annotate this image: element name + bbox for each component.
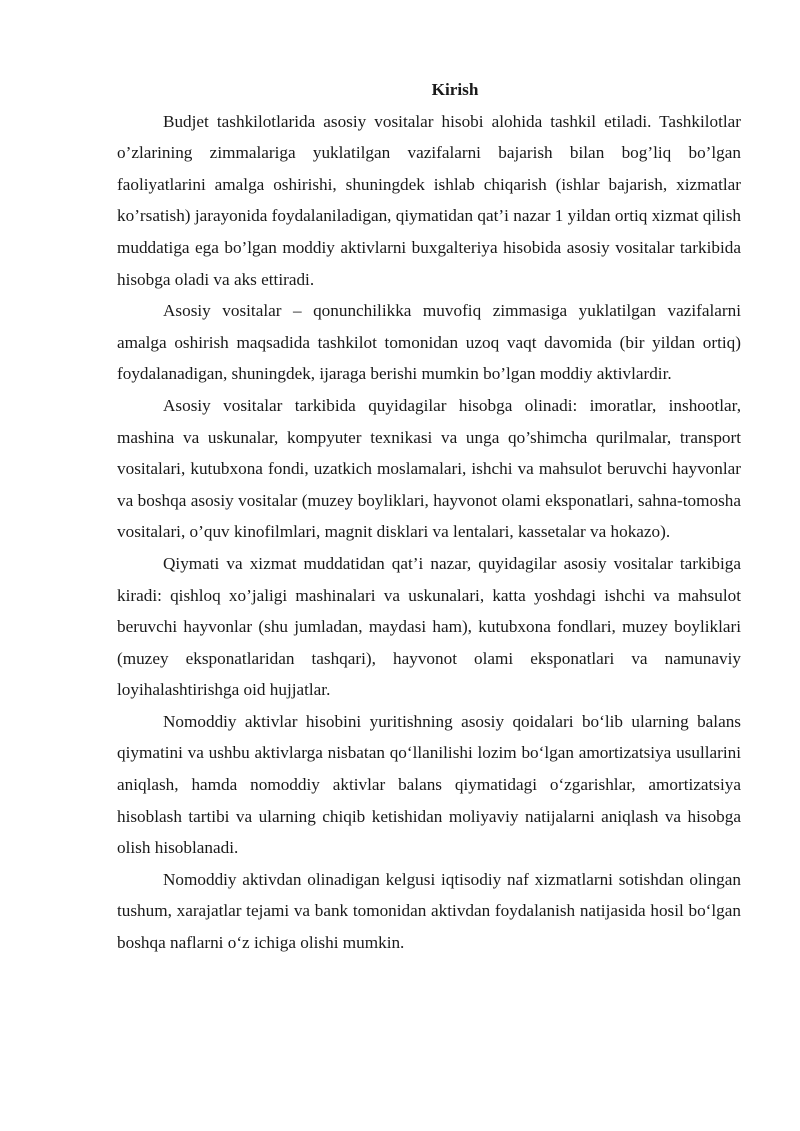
paragraph-1: Budjet tashkilotlarida asosiy vositalar hisobi alohida tashkil etiladi. Tashkilotlar o’zlarining zimmalariga yuklatilgan vazifalarni bajarish bilan bog’liq bo’lgan faoliyatlarini amalga oshirishi, shuningdek ishlab chiqarish (ishlar bajarish, xizmatlar ko’rsatish) jarayonida foydalaniladigan, qiymatidan qat’i nazar 1 yildan ortiq xizmat qilish muddatiga ega bo’lgan moddiy aktivlarni buxgalteriya hisobida asosiy vositalar tarkibida hisobga oladi va aks ettiradi. [117, 111, 741, 289]
paragraph-6: Nomoddiy aktivdan olinadigan kelgusi iqtisodiy naf xizmatlarni sotishdan olingan tushum, xarajatlar tejami va bank tomonidan aktivdan foydalanish natijasida hosil bo‘lgan boshqa naflarni o‘z ichiga olishi mumkin. [117, 869, 741, 953]
paragraph-3: Asosiy vositalar tarkibida quyidagilar hisobga olinadi: imoratlar, inshootlar, mashina va uskunalar, kompyuter texnikasi va unga qo’shimcha qurilmalar, transport vositalari, kutubxona fondi, uzatkich moslamalari, ishchi va mahsulot beruvchi hayvonlar va boshqa asosiy vositalar (muzey boyliklari, hayvonot olami eksponatlari, sahna-tomosha vositalari, o’quv kinofilmlari, magnit disklari va lentalari, kassetalar va hokazo). [117, 395, 741, 542]
page-title: Kirish [431, 80, 479, 99]
paragraph-5: Nomoddiy aktivlar hisobini yuritishning asosiy qoidalari bo‘lib ularning balans qiymatini va ushbu aktivlarga nisbatan qo‘llanilishi lozim bo‘lgan amortizatsiya usullarini aniqlash, hamda nomoddiy aktivlar balans qiymatidagi o‘zgarishlar, amortizatsiya hisoblash tartibi va ularning chiqib ketishidan moliyaviy natijalarni aniqlash va hisobga olish hisoblanadi. [117, 711, 741, 858]
paragraph-2: Asosiy vositalar – qonunchilikka muvofiq zimmasiga yuklatilgan vazifalarni amalga oshirish maqsadida tashkilot tomonidan uzoq vaqt davomida (bir yildan ortiq) foydalanadigan, shuningdek, ijaraga berishi mumkin bo’lgan moddiy aktivlardir. [117, 301, 741, 384]
paragraph-4: Qiymati va xizmat muddatidan qat’i nazar, quyidagilar asosiy vositalar tarkibiga kiradi: qishloq xo’jaligi mashinalari va uskunalari, katta yoshdagi ishchi va mahsulot beruvchi hayvonlar (shu jumladan, maydasi ham), kutubxona fondlari, muzey boyliklari (muzey eksponatlaridan tashqari), hayvonot olami eksponatlari va namunaviy loyihalashtirishga oid hujjatlar. [117, 553, 741, 700]
document-body [117, 74, 741, 959]
